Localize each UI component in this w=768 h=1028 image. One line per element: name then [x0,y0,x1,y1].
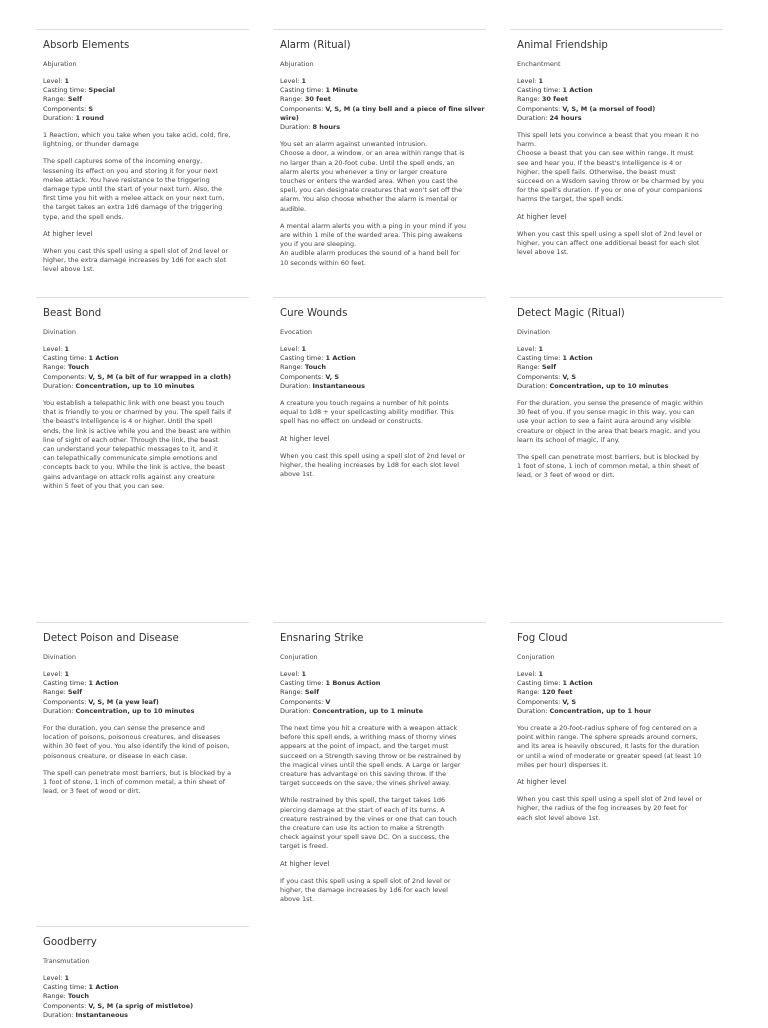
stat-duration [280,707,486,716]
spell-name: Animal Friendship [517,40,608,51]
stat-casting-time [517,679,723,688]
stat-label: Level: [280,670,300,678]
stat-label: Casting time: [280,679,324,688]
stat-label: Level: [517,77,537,85]
spell-school: Divination [517,328,551,336]
stat-casting-time [43,86,249,95]
stat-value: 1 [301,345,306,353]
stat-level [517,77,723,86]
stat-label: Range: [43,688,66,697]
description-paragraph: When you cast this spell using a spell slot of 2nd level or higher, the radius of the fog increases by 20 feet for each slot level above 1st. [517,795,703,822]
stat-components [43,1002,249,1011]
spell-stats [280,670,486,716]
spell-school: Conjuration [280,653,318,661]
stat-range [43,688,249,697]
description-paragraph: The spell can penetrate most barriers, but is blocked by 1 foot of stone, 1 inch of common metal, a thin sheet of lead, or 3 feet of wood or dirt. [517,453,700,480]
stat-level [280,345,486,354]
stat-label: Casting time: [43,86,87,95]
stat-level [43,345,249,354]
spell-name: Ensnaring Strike [280,633,364,644]
spell-card [36,622,249,804]
stat-label: Casting time: [43,354,87,363]
stat-value: 1 Minute [325,86,358,95]
stat-value: 1 Action [88,983,119,992]
stat-duration [517,114,723,123]
stat-value: 1 Action [562,86,593,95]
stat-level [517,345,723,354]
description-paragraph: When you cast this spell using a spell slot of 2nd level or higher, you can affect one additional beast for each slot level above 1st. [517,229,703,257]
spell-school: Divination [43,653,77,661]
description-paragraph: When you cast this spell using a spell slot of 2nd level or higher, the healing increases by 1d8 for each slot level above 1st. [280,451,466,479]
stat-value: Self [67,95,83,104]
description-paragraph: The next time you hit a creature with a weapon attack before this spell ends, a writhing mass of thorny vines appears at the point of impact, and the target must succeed on a Strength saving throw or be restrained by the magical vines until the spell ends. A Large or larger creature has advantage on this saving throw. If the target succeeds on the save, the vines shrivel away. [280,724,462,788]
stat-components [280,373,486,382]
spell-description [280,399,486,479]
higher-level-heading: At higher level [280,859,330,868]
spell-school: Evocation [280,328,312,336]
stat-label: Range: [517,363,540,372]
stat-value: Concentration, up to 10 minutes [549,381,669,390]
stat-casting-time [43,983,249,992]
stat-components [517,105,723,114]
stat-value: 1 Action [562,679,593,688]
stat-level [43,77,249,86]
stat-range [280,363,486,372]
stat-components [280,105,486,123]
stat-value: Instantaneous [312,381,366,390]
stat-level [517,670,723,679]
description-paragraph: The spell can penetrate most barriers, but is blocked by a 1 foot of stone, 1 inch of common metal, a thin sheet of lead, or 3 feet of wood or dirt. [43,768,232,796]
spell-stats [517,345,723,391]
stat-casting-time [43,679,249,688]
stat-value: V, S [562,372,577,381]
spell-card [36,297,249,499]
stat-value: 30 feet [304,95,331,104]
stat-value: Touch [67,992,90,1001]
stat-value: 1 [64,345,69,353]
stat-label: Casting time: [517,86,561,95]
higher-level-heading: At higher level [517,212,567,221]
stat-value: 1 Bonus Action [325,679,381,688]
spell-stats [43,974,249,1020]
description-paragraph: For the duration, you sense the presence of magic within 30 feet of you. If you sense magic in this way, you can use your action to see a faint aura around any visible creature or object in the area that bears magic, and you learn its school of magic, if any. [517,399,703,444]
stat-label: Duration: [280,123,311,132]
stat-label: Duration: [517,381,548,390]
stat-label: Duration: [43,1010,74,1019]
stat-label: Components: [280,372,324,381]
stat-casting-time [280,679,486,688]
spell-name: Alarm (Ritual) [280,40,351,51]
spell-school: Abjuration [43,60,77,68]
stat-value: Self [541,363,557,372]
stat-value: 1 [538,345,543,353]
stat-value: 1 [538,77,543,85]
stat-label: Components: [280,697,324,706]
stat-components [43,373,249,382]
stat-duration [280,123,486,132]
stat-casting-time [43,354,249,363]
stat-label: Components: [43,104,87,113]
spell-stats [280,77,486,132]
stat-value: V, S [562,697,577,706]
description-paragraph: If you cast this spell using a spell slot of 2nd level or higher, the damage increases by 1d6 for each level above 1st. [280,876,451,904]
stat-value: Touch [304,363,327,372]
stat-value: 1 Action [88,679,119,688]
stat-casting-time [517,86,723,95]
stat-duration [517,707,723,716]
stat-value: V, S, M (a tiny bell and a piece of fine silver wire) [280,104,485,122]
stat-value: 8 hours [312,123,341,132]
description-paragraph: A creature you touch regains a number of hit points equal to 1d8 + your spellcasting ability modifier. This spell has no effect on undead or constructs. [280,399,454,426]
stat-label: Range: [517,95,540,104]
stat-label: Casting time: [280,86,324,95]
stat-level [43,974,249,983]
stat-value: 1 Action [562,354,593,363]
higher-level-heading: At higher level [280,434,330,443]
higher-level-heading: At higher level [517,778,567,787]
spell-school: Conjuration [517,653,555,661]
stat-components [43,105,249,114]
spell-stats [43,345,249,391]
stat-value: 1 [538,670,543,678]
stat-components [280,698,486,707]
spell-description [43,399,249,491]
spell-name: Detect Poison and Disease [43,633,179,644]
spell-description [280,140,486,268]
stat-label: Duration: [43,381,74,390]
stat-duration [280,382,486,391]
stat-value: 1 [64,670,69,678]
stat-level [43,670,249,679]
spell-stats [43,670,249,716]
stat-value: Concentration, up to 10 minutes [75,381,195,390]
stat-duration [43,1011,249,1020]
stat-label: Duration: [517,113,548,122]
stat-value: Concentration, up to 1 hour [549,706,652,715]
stat-value: 24 hours [549,113,582,122]
stat-label: Casting time: [43,983,87,992]
stat-range [43,95,249,104]
stat-value: S [88,104,94,113]
stat-duration [43,707,249,716]
spell-card [273,622,486,912]
stat-range [280,688,486,697]
stat-range [43,363,249,372]
description-paragraph: While restrained by this spell, the target takes 1d6 piercing damage at the start of each of its turns. A creature restrained by the vines or one that can touch the creature can use its action to make a Strength check against your spell save DC. On a success, the target is freed. [280,796,457,851]
stat-label: Components: [517,104,561,113]
stat-value: 1 [301,77,306,85]
stat-label: Duration: [517,706,548,715]
spell-description [280,724,486,904]
spell-school: Divination [43,328,77,336]
spell-school: Transmutation [43,957,90,965]
spell-name: Fog Cloud [517,633,568,644]
stat-value: 1 round [75,113,104,122]
stat-label: Range: [43,992,66,1001]
spell-stats [517,670,723,716]
stat-value: V [325,697,331,706]
spell-card [273,297,486,487]
stat-duration [43,114,249,123]
stat-value: 1 [64,77,69,85]
description-paragraph: You establish a telepathic link with one beast you touch that is friendly to you or charmed by you. The spell fails if the beast's Intelligence is 4 or higher. Until the spell ends, the link is active while you and the beast are within line of sight of each other. Through the link, the beast can understand your telepathic messages to it, and it can telepathically communicate simple emotions and concepts back to you. While the link is active, the beast gains advantage on attack rolls against any creature within 5 feet of you that you can see. [43,399,232,490]
stat-duration [517,382,723,391]
stat-label: Level: [280,345,300,353]
spell-name: Absorb Elements [43,40,130,51]
spell-description [517,724,723,823]
stat-label: Level: [43,670,63,678]
stat-duration [43,382,249,391]
spell-description [517,131,723,257]
stat-value: 1 Action [325,354,356,363]
stat-components [43,698,249,707]
spell-description [43,131,249,275]
stat-label: Casting time: [517,354,561,363]
stat-label: Components: [43,1001,87,1010]
description-paragraph: This spell lets you convince a beast that you mean it no harm. Choose a beast that you can see within range. It must see and hear you. If the beast's Intelligence is 4 or higher, the spell fails. Otherwise, the beast must succeed on a Wsdom saving throw or be charmed by you for the spell's duration. If you or one of your companions harms the target, the spell ends. [517,131,704,204]
spell-name: Goodberry [43,937,97,948]
stat-range [517,95,723,104]
stat-label: Range: [43,363,66,372]
stat-label: Duration: [43,706,74,715]
stat-label: Level: [43,345,63,353]
stat-value: Touch [67,363,90,372]
description-paragraph: 1 Reaction, which you take when you take acid, cold, fire, lightning, or thunder damage [43,131,231,149]
stat-range [280,95,486,104]
stat-casting-time [280,354,486,363]
stat-level [280,77,486,86]
spell-stats [43,77,249,123]
stat-value: V, S, M (a yew leaf) [88,697,159,706]
stat-label: Level: [43,77,63,85]
higher-level-heading: At higher level [43,229,93,238]
stat-label: Duration: [280,706,311,715]
spell-description [517,399,723,481]
stat-value: V, S, M (a bit of fur wrapped in a cloth) [88,372,232,381]
spell-name: Cure Wounds [280,308,348,319]
spell-stats [280,345,486,391]
stat-value: 120 feet [541,688,573,697]
stat-value: Concentration, up to 10 minutes [75,706,195,715]
spell-description [43,724,249,796]
spell-card [510,297,723,489]
stat-value: 1 [301,670,306,678]
stat-value: V, S [325,372,340,381]
description-paragraph: You create a 20-foot-radius sphere of fog centered on a point within range. The sphere spreads around corners, and its area is heavily obscured, It lasts for the duration or until a wind of moderate or greater speed (at least 10 miles per hour) disperses it. [517,724,702,769]
stat-value: 1 Action [88,354,119,363]
stat-value: V, S, M (a sprig of mistletoe) [88,1001,194,1010]
stat-value: 1 [64,974,69,982]
stat-value: V, S, M (a morsel of food) [562,104,656,113]
stat-label: Range: [280,688,303,697]
description-paragraph: A mental alarm alerts you with a ping in your mind if you are within 1 mile of the warded area. This ping awakens you if you are sleeping. An audible alarm produces the sound of a hand bell for 10 seconds within 60 feet. [280,221,466,267]
description-paragraph: You set an alarm against unwanted intrusion. Choose a door, a window, or an area within range that is no larger than a 20-foot cube. Until the spell ends, an alarm alerts you whenever a tiny or larger creature touches or enters the warded area. When you cast the spell, you can designate creatures that won't set off the alarm. You also choose whether the alarm is mental or audible. [280,140,465,213]
stat-label: Level: [43,974,63,982]
stat-components [517,698,723,707]
stat-label: Range: [280,95,303,104]
stat-range [517,363,723,372]
spell-card [36,29,249,283]
stat-value: 30 feet [541,95,568,104]
stat-label: Components: [280,104,324,113]
spell-name: Detect Magic (Ritual) [517,308,625,319]
spell-card [36,926,249,1028]
stat-casting-time [280,86,486,95]
stat-label: Components: [517,372,561,381]
stat-label: Range: [517,688,540,697]
stat-components [517,373,723,382]
stat-range [517,688,723,697]
stat-casting-time [517,354,723,363]
stat-label: Duration: [280,381,311,390]
stat-value: Self [67,688,83,697]
stat-value: Special [88,86,115,95]
stat-value: Instantaneous [75,1010,129,1019]
stat-label: Casting time: [517,679,561,688]
stat-value: Self [304,688,320,697]
stat-level [280,670,486,679]
spell-school: Abjuration [280,60,314,68]
description-paragraph: For the duration, you can sense the presence and location of poisons, poisonous creatures, and diseases within 30 feet of you. You also identify the kind of poison, poisonous creature, or disease in each case. [43,724,230,760]
description-paragraph: The spell captures some of the incoming energy, lessening its effect on you and storing it for your next melee attack. You have resistance to the triggering damage type until the start of your next turn. Also, the first time you hit with a melee attack on your next turn, the target takes an extra 1d6 damage of the triggering type, and the spell ends. [43,157,225,221]
stat-label: Level: [280,77,300,85]
spell-card [510,622,723,831]
stat-range [43,992,249,1001]
spell-school: Enchantment [517,60,561,68]
stat-label: Duration: [43,113,74,122]
stat-label: Components: [517,697,561,706]
stat-label: Range: [43,95,66,104]
stat-label: Range: [280,363,303,372]
spell-stats [517,77,723,123]
spell-card [510,29,723,265]
stat-label: Casting time: [43,679,87,688]
stat-label: Components: [43,372,87,381]
stat-label: Level: [517,345,537,353]
stat-label: Components: [43,697,87,706]
stat-value: Concentration, up to 1 minute [312,706,424,715]
spell-card [273,29,486,276]
stat-label: Casting time: [280,354,324,363]
stat-label: Level: [517,670,537,678]
spell-name: Beast Bond [43,308,102,319]
description-paragraph: When you cast this spell using a spell slot of 2nd level or higher, the extra damage increases by 1d6 for each slot level above 1st. [43,247,229,274]
